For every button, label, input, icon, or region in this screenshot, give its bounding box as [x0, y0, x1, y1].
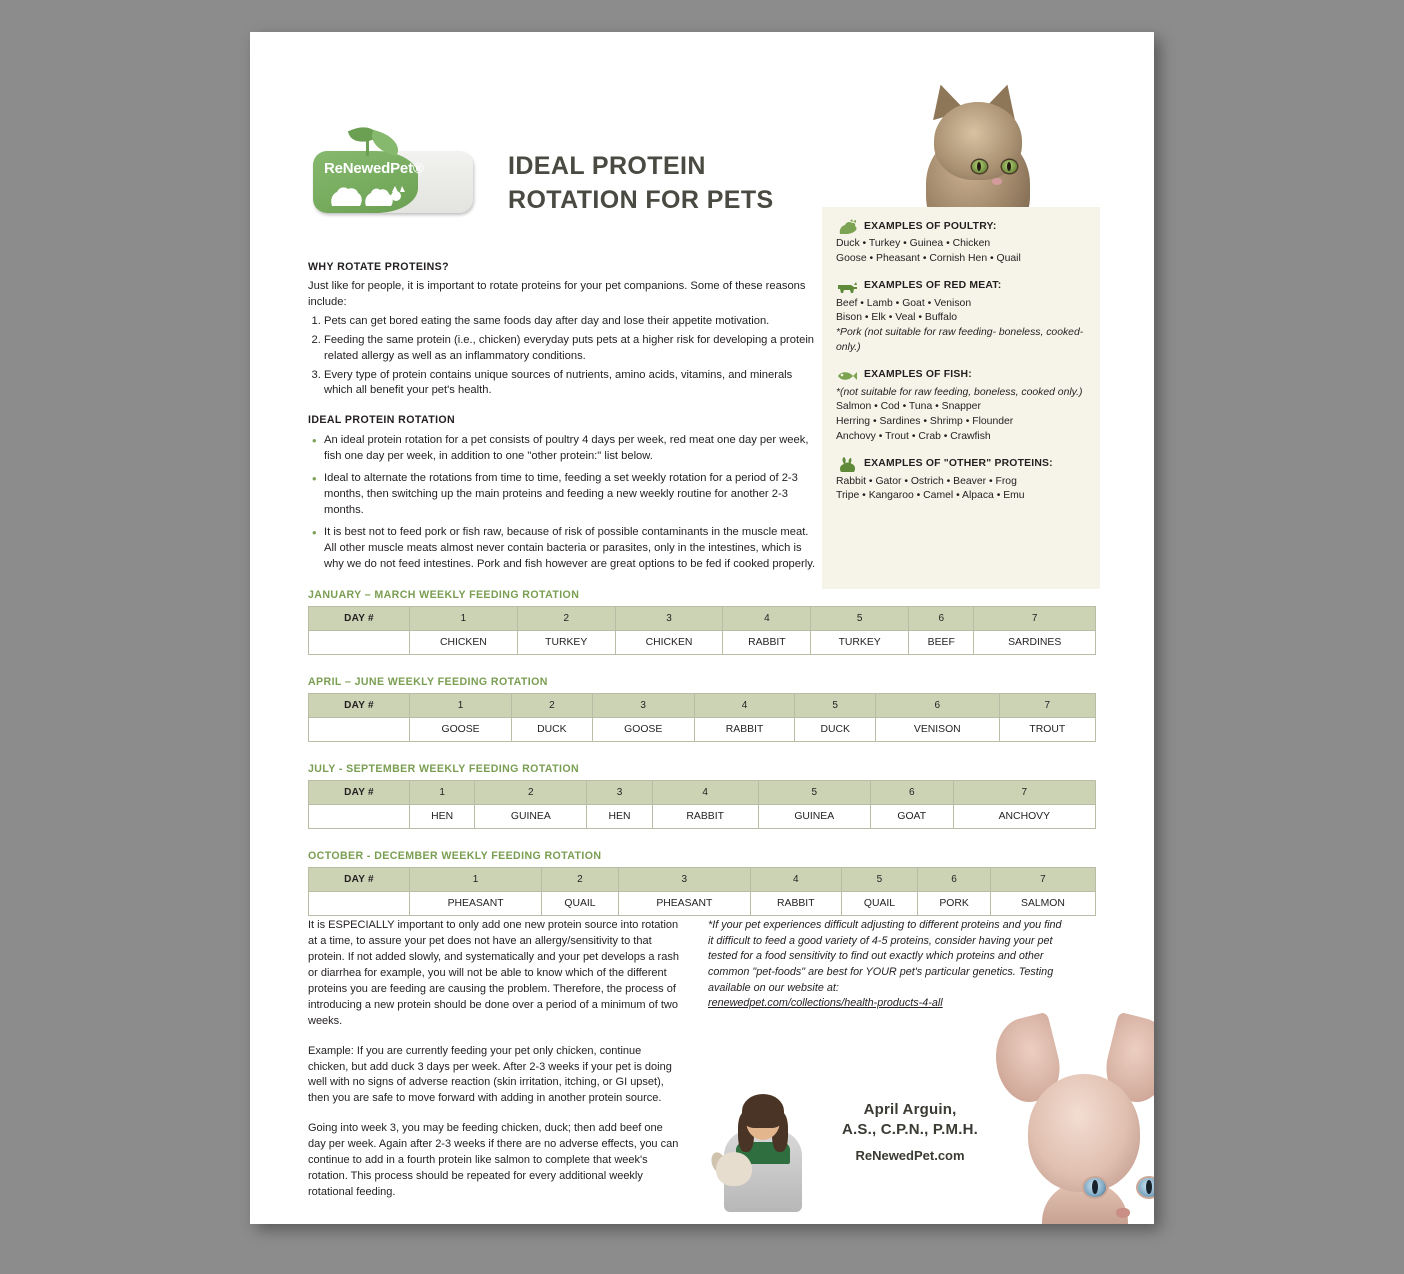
rabbit-icon	[836, 457, 858, 473]
examples-other-line2: Tripe • Kangaroo • Camel • Alpaca • Emu	[836, 490, 1025, 502]
author-name-line1: April Arguin,	[863, 1101, 957, 1118]
author-photo	[706, 1078, 816, 1208]
cat-nose-shape	[1116, 1208, 1130, 1218]
cat-head-shape	[1028, 1074, 1140, 1192]
protein-cell-2: DUCK	[512, 718, 593, 742]
cow-icon	[836, 279, 858, 295]
examples-fish-note: *(not suitable for raw feeding, boneless, cooked only.)	[836, 386, 1083, 398]
rotation-title-q1: JANUARY – MARCH WEEKLY FEEDING ROTATION	[308, 589, 580, 601]
protein-cell-1: GOOSE	[410, 718, 512, 742]
day-col-3: 3	[587, 781, 652, 805]
small-dog-shape	[716, 1152, 752, 1186]
day-col-2: 2	[475, 781, 587, 805]
kitten-eye-right-shape	[1002, 160, 1017, 173]
list-item: 3. Every type of protein contains unique sources of nutrients, amino acids, vitamins, and minerals which all benefit your pet's health.	[324, 368, 818, 400]
rotation-title-q2: APRIL – JUNE WEEKLY FEEDING ROTATION	[308, 676, 548, 688]
rotation-table-q4	[308, 867, 1096, 916]
day-col-1: 1	[410, 781, 475, 805]
protein-cell-5: GUINEA	[758, 805, 870, 829]
examples-redmeat-line2: Bison • Elk • Veal • Buffalo	[836, 312, 958, 324]
protein-examples-panel	[822, 207, 1100, 589]
examples-block-other	[836, 457, 1086, 505]
day-col-7: 7	[999, 694, 1095, 718]
list-item: 2. Feeding the same protein (i.e., chicken) everyday puts pets at a higher risk for developing a protein related allergy as well as an inflammatory conditions.	[324, 333, 818, 365]
bottom-right-note	[708, 918, 1068, 1012]
signature-block	[820, 1100, 1000, 1163]
protein-cell-7: SALMON	[990, 892, 1095, 916]
page-title-line2: ROTATION FOR PETS	[508, 185, 774, 214]
day-col-1: 1	[410, 694, 512, 718]
ideal-rotation-list	[308, 433, 818, 572]
kitten-head-shape	[934, 102, 1022, 180]
renewedpet-logo	[308, 124, 478, 224]
day-col-1: 1	[410, 868, 542, 892]
examples-other-line1: Rabbit • Gator • Ostrich • Beaver • Frog	[836, 475, 1017, 487]
examples-fish-title: EXAMPLES OF FISH:	[864, 369, 972, 381]
row-label-cell	[309, 892, 410, 916]
protein-cell-1: PHEASANT	[410, 892, 542, 916]
day-col-3: 3	[615, 607, 723, 631]
day-col-6: 6	[918, 868, 991, 892]
list-item: • It is best not to feed pork or fish raw, because of risk of possible contaminants in the muscle meat. All other muscle meats almost never contain bacteria or parasites, only in the intestines, which is why we do not feed intestines. Pork and fish however are great options to be fed if cooked properly.	[324, 525, 818, 573]
day-col-5: 5	[841, 868, 918, 892]
examples-poultry-title: EXAMPLES OF POULTRY:	[864, 220, 997, 232]
kitten-eye-left-shape	[972, 160, 987, 173]
table-header-row	[309, 694, 1096, 718]
examples-fish-line1: Salmon • Cod • Tuna • Snapper	[836, 401, 981, 413]
why-rotate-intro: Just like for people, it is important to rotate proteins for your pet companions. Some of these reasons include:	[308, 280, 806, 308]
table-header-row	[309, 868, 1096, 892]
ideal-rotation-heading: IDEAL PROTEIN ROTATION	[308, 414, 456, 427]
protein-cell-2: TURKEY	[517, 631, 615, 655]
day-col-4: 4	[694, 694, 795, 718]
chicken-icon	[836, 219, 858, 235]
author-hair-shape	[742, 1094, 784, 1128]
protein-cell-5: DUCK	[795, 718, 876, 742]
day-col-6: 6	[875, 694, 999, 718]
kitten-nose-shape	[992, 178, 1002, 185]
rotation-table-q1	[308, 606, 1096, 655]
bottom-left-paragraph-1: It is ESPECIALLY important to only add one new protein source into rotation at a time, to assure your pet does not have an allergy/sensitivity to that protein. If not added slowly, and systematically and your pet develops a rash or diarrhea for example, you will not be able to know which of the different proteins you are feeding are causing the problem. Therefore, the process of introducing a new protein should be done over a period of a minimum of two weeks.	[308, 919, 679, 1027]
day-header: DAY #	[309, 781, 410, 805]
table-row	[309, 892, 1096, 916]
protein-cell-5: QUAIL	[841, 892, 918, 916]
pets-silhouette-icon	[326, 180, 406, 208]
examples-other-title-row	[836, 457, 1086, 473]
document-page	[250, 32, 1154, 1224]
day-col-2: 2	[542, 868, 619, 892]
protein-cell-3: PHEASANT	[618, 892, 750, 916]
examples-poultry-line2: Goose • Pheasant • Cornish Hen • Quail	[836, 252, 1021, 264]
protein-cell-7: TROUT	[999, 718, 1095, 742]
fish-icon	[836, 368, 858, 384]
bottom-left-paragraph-2: Example: If you are currently feeding your pet only chicken, continue chicken, but add duck 3 days per week. After 2-3 weeks if your pet is doing well with no signs of adverse reaction (skin irritation, itching, or GI upset), then you are safe to move forward with adding in another protein source.	[308, 1044, 672, 1105]
protein-cell-3: GOOSE	[592, 718, 694, 742]
examples-redmeat-title-row	[836, 279, 1086, 295]
protein-cell-6: PORK	[918, 892, 991, 916]
list-item: • An ideal protein rotation for a pet consists of poultry 4 days per week, red meat one day per week, fish one day per week, in addition to one "other protein:" list below.	[324, 433, 818, 465]
table-row	[309, 718, 1096, 742]
protein-cell-5: TURKEY	[811, 631, 909, 655]
bottom-right-text: *If your pet experiences difficult adjusting to different proteins and you find it difficult to feed a good variety of 4-5 proteins, consider having your pet tested for a food sensitivity to find out exactly which proteins and other common "pet-foods" are best for YOUR pet's particular genetics. Testing available on our website at:	[708, 919, 1062, 994]
bottom-left-paragraph-3: Going into week 3, you may be feeding chicken, duck; then add beef one day per week. Again after 2-3 weeks if there are no adverse effects, you can continue to add in a fourth protein like salmon to complete that week's rotation. This process should be repeated for every additional weekly rotational feeding.	[308, 1122, 679, 1199]
bottom-left-text	[308, 918, 683, 1215]
row-label-cell	[309, 631, 410, 655]
protein-cell-3: HEN	[587, 805, 652, 829]
logo-wordmark: ReNewedPet®	[324, 160, 424, 177]
day-col-6: 6	[909, 607, 974, 631]
examples-redmeat-line1: Beef • Lamb • Goat • Venison	[836, 297, 972, 309]
protein-cell-6: BEEF	[909, 631, 974, 655]
examples-fish-line3: Anchovy • Trout • Crab • Crawfish	[836, 430, 991, 442]
day-col-4: 4	[750, 868, 841, 892]
day-col-6: 6	[870, 781, 953, 805]
cat-eye-right-shape	[1138, 1178, 1154, 1197]
examples-poultry-line1: Duck • Turkey • Guinea • Chicken	[836, 238, 991, 249]
examples-block-fish	[836, 368, 1086, 445]
protein-cell-2: QUAIL	[542, 892, 619, 916]
sphynx-cat-photo	[990, 1012, 1154, 1222]
examples-redmeat-title: EXAMPLES OF RED MEAT:	[864, 280, 1002, 292]
day-col-1: 1	[410, 607, 518, 631]
list-item: 1. Pets can get bored eating the same foods day after day and lose their appetite motivation.	[324, 314, 818, 330]
row-label-cell	[309, 718, 410, 742]
page-title-line1: IDEAL PROTEIN	[508, 152, 706, 180]
day-col-5: 5	[795, 694, 876, 718]
day-header: DAY #	[309, 607, 410, 631]
table-header-row	[309, 607, 1096, 631]
table-row	[309, 631, 1096, 655]
protein-cell-7: SARDINES	[974, 631, 1096, 655]
examples-fish-title-row	[836, 368, 1086, 384]
examples-poultry-title-row	[836, 219, 1086, 235]
day-header: DAY #	[309, 694, 410, 718]
examples-redmeat-footnote: *Pork (not suitable for raw feeding- boneless, cooked-only.)	[836, 327, 1084, 353]
day-col-2: 2	[512, 694, 593, 718]
protein-cell-4: RABBIT	[723, 631, 811, 655]
protein-cell-4: RABBIT	[694, 718, 795, 742]
day-col-7: 7	[974, 607, 1096, 631]
day-col-3: 3	[618, 868, 750, 892]
why-rotate-list	[308, 314, 818, 400]
protein-cell-4: RABBIT	[750, 892, 841, 916]
author-name-line2: A.S., C.P.N., P.M.H.	[842, 1121, 978, 1139]
protein-cell-3: CHICKEN	[615, 631, 723, 655]
protein-cell-2: GUINEA	[475, 805, 587, 829]
cat-eye-left-shape	[1084, 1178, 1106, 1197]
protein-cell-1: CHICKEN	[410, 631, 518, 655]
day-col-7: 7	[953, 781, 1095, 805]
testing-link[interactable]: renewedpet.com/collections/health-products-4-all	[708, 997, 943, 1010]
table-header-row	[309, 781, 1096, 805]
protein-cell-6: VENISON	[875, 718, 999, 742]
day-col-5: 5	[811, 607, 909, 631]
day-header: DAY #	[309, 868, 410, 892]
examples-fish-line2: Herring • Sardines • Shrimp • Flounder	[836, 416, 1014, 428]
day-col-7: 7	[990, 868, 1095, 892]
day-col-3: 3	[592, 694, 694, 718]
rotation-title-q4: OCTOBER - DECEMBER WEEKLY FEEDING ROTATION	[308, 850, 602, 862]
rotation-table-q2	[308, 693, 1096, 742]
day-col-4: 4	[723, 607, 811, 631]
left-text-column	[308, 260, 818, 579]
row-label-cell	[309, 805, 410, 829]
examples-other-title: EXAMPLES OF "OTHER" PROTEINS:	[864, 458, 1053, 470]
day-col-5: 5	[758, 781, 870, 805]
day-col-4: 4	[652, 781, 758, 805]
protein-cell-7: ANCHOVY	[953, 805, 1095, 829]
protein-cell-4: RABBIT	[652, 805, 758, 829]
why-rotate-heading: WHY ROTATE PROTEINS?	[308, 261, 450, 273]
rotation-table-q3	[308, 780, 1096, 829]
protein-cell-1: HEN	[410, 805, 475, 829]
protein-cell-6: GOAT	[870, 805, 953, 829]
author-website[interactable]: ReNewedPet.com	[855, 1147, 965, 1163]
rotation-title-q3: JULY - SEPTEMBER WEEKLY FEEDING ROTATION	[308, 763, 580, 775]
examples-block-redmeat	[836, 279, 1086, 356]
examples-block-poultry	[836, 219, 1086, 267]
table-row	[309, 805, 1096, 829]
day-col-2: 2	[517, 607, 615, 631]
list-item: • Ideal to alternate the rotations from time to time, feeding a set weekly rotation for a period of 2-3 months, then switching up the main proteins and feeding a new weekly routine for another 2-3 months.	[324, 471, 818, 519]
